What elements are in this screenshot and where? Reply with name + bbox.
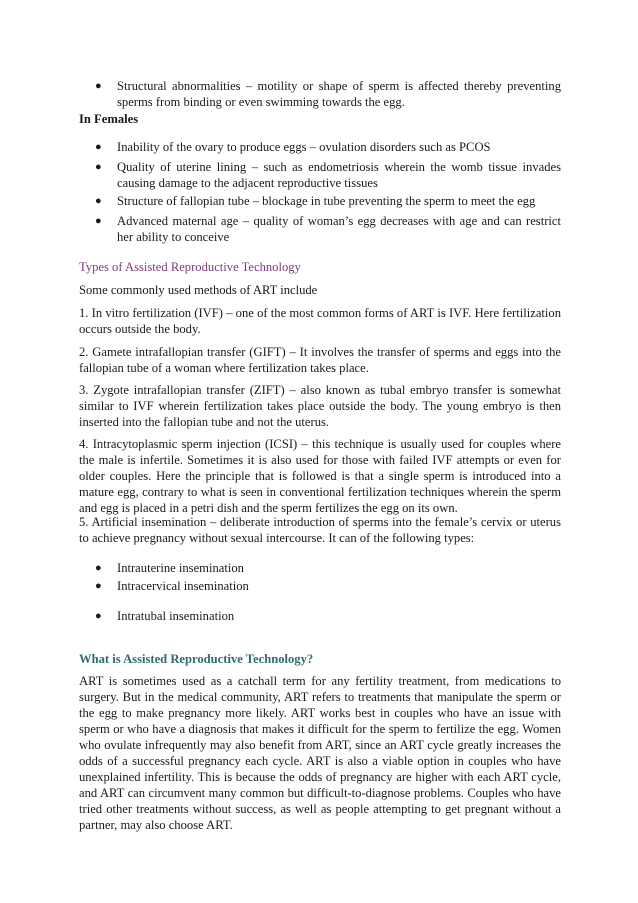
bullet-icon: ● xyxy=(95,141,102,153)
list-item-text: Inability of the ovary to produce eggs – ovulation disorders such as PCOS xyxy=(117,140,491,154)
list-item-text: Intratubal insemination xyxy=(117,609,235,623)
what-paragraph: ART is sometimes used as a catchall term for any fertility treatment, from medications to surgery. But in the medical community, ART refers to treatments that manipulate the sperm or the egg to make pregnancy more likely. ART works best in couples who have an issue with sperm or who have a diagnosis that makes it difficult for the sperm to fertilize the egg. Women who ovulate infrequently may also benefit from ART, since an ART cycle greatly increases the odds of a successful pregnancy each cycle. ART is also a viable option in couples who have unexplained infertility. This is because the odds of pregnancy are higher with each ART cycle, and ART can circumvent many common but difficult-to-diagnose problems. Couples who have tried other treatments without success, as well as people attempting to get pregnant without a partner, may also choose ART. xyxy=(79,674,561,832)
section-heading-types: Types of Assisted Reproductive Technology xyxy=(79,260,301,274)
method-paragraph: 5. Artificial insemination – deliberate introduction of sperms into the female’s cervix or uterus to achieve pregnancy without sexual intercourse. It can of the following types: xyxy=(79,515,561,545)
list-item-text: Structure of fallopian tube – blockage in tube preventing the sperm to meet the egg xyxy=(117,194,536,208)
bullet-icon: ● xyxy=(95,161,102,173)
list-item-text: Intracervical insemination xyxy=(117,579,249,593)
list-item-text: Intrauterine insemination xyxy=(117,561,244,575)
bullet-icon: ● xyxy=(95,195,102,207)
section-heading-females: In Females xyxy=(79,112,139,126)
method-paragraph: 1. In vitro fertilization (IVF) – one of the most common forms of ART is IVF. Here fertilization occurs outside the body. xyxy=(79,306,561,336)
bullet-icon: ● xyxy=(95,80,102,92)
list-item-text: Quality of uterine lining – such as endometriosis wherein the womb tissue invades causing damage to the adjacent reproductive tissues xyxy=(117,160,561,190)
method-paragraph: 2. Gamete intrafallopian transfer (GIFT) – It involves the transfer of sperms and eggs into the fallopian tube of a woman where fertilization takes place. xyxy=(79,345,561,375)
method-paragraph: 3. Zygote intrafallopian transfer (ZIFT) – also known as tubal embryo transfer is somewhat similar to IVF wherein fertilization takes place outside the body. The young embryo is then inserted into the fallopian tube and not the uterus. xyxy=(79,383,561,429)
list-item-text: Structural abnormalities – motility or shape of sperm is affected thereby preventing sperms from binding or even swimming towards the egg. xyxy=(117,79,561,109)
method-paragraph: 4. Intracytoplasmic sperm injection (ICSI) – this technique is usually used for couples where the male is infertile. Sometimes it is also used for those with failed IVF attempts or even for older couples. Here the principle that is followed is that a single sperm is introduced into a mature egg, contrary to what is seen in conventional fertilization techniques wherein the sperm and egg is placed in a petri dish and the sperm fertilizes the egg on its own. xyxy=(79,437,561,515)
section-heading-what: What is Assisted Reproductive Technology? xyxy=(79,652,314,666)
bullet-icon: ● xyxy=(95,610,102,622)
bullet-icon: ● xyxy=(95,562,102,574)
list-item-text: Advanced maternal age – quality of woman’s egg decreases with age and can restrict her ability to conceive xyxy=(117,214,561,244)
bullet-icon: ● xyxy=(95,580,102,592)
bullet-icon: ● xyxy=(95,215,102,227)
intro-paragraph: Some commonly used methods of ART include xyxy=(79,283,318,297)
